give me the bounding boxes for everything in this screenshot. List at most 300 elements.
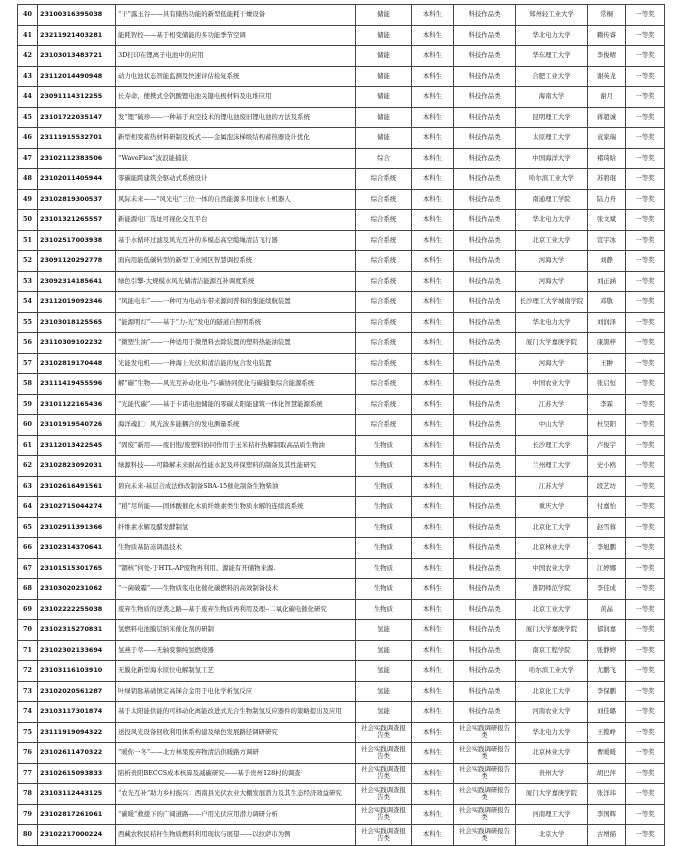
prize-level-cell: 一等奖 (626, 722, 665, 743)
category-cell: 生物质 (356, 476, 412, 497)
education-level-cell: 本科生 (412, 312, 454, 333)
work-type-cell: 科技作品类 (454, 517, 516, 538)
prize-level-cell: 一等奖 (626, 374, 665, 395)
project-title-cell: 3D打印在锂离子电池中的应用 (116, 46, 356, 67)
row-number-cell: 74 (18, 702, 38, 723)
prize-level-cell: 一等奖 (626, 353, 665, 374)
category-cell: 综合系统 (356, 312, 412, 333)
education-level-cell: 本科生 (412, 517, 454, 538)
school-name-cell: 河南理工大学 (516, 804, 588, 825)
work-type-cell: 社会实践调研报告类 (454, 804, 516, 825)
prize-level-cell: 一等奖 (626, 599, 665, 620)
work-type-cell: 科技作品类 (454, 210, 516, 231)
work-type-cell: 社会实践调研报告类 (454, 784, 516, 805)
work-type-cell: 科技作品类 (454, 599, 516, 620)
work-type-cell: 科技作品类 (454, 497, 516, 518)
table-row (18, 394, 665, 415)
row-number-cell: 60 (18, 415, 38, 436)
work-type-cell: 科技作品类 (454, 5, 516, 26)
school-name-cell: 北京林业大学 (516, 538, 588, 559)
row-number-cell: 62 (18, 456, 38, 477)
project-title-cell: 海洋魂汇：风光波多能耦合的发电测量系统 (116, 415, 356, 436)
table-row (18, 681, 665, 702)
row-number-cell: 76 (18, 743, 38, 764)
leader-name-cell: 段艺坊 (588, 476, 626, 497)
project-title-cell: 绿源科技——可降解未来耐高性能水泥及环保塑料的制备及其性能研究 (116, 456, 356, 477)
row-number-cell: 68 (18, 579, 38, 600)
category-cell: 储能 (356, 107, 412, 128)
row-number-cell: 73 (18, 681, 38, 702)
table-row (18, 46, 665, 67)
category-cell: 生物质 (356, 497, 412, 518)
school-name-cell: 北京化工大学 (516, 681, 588, 702)
project-id-cell: 23092314185641 (38, 271, 116, 292)
project-id-cell: 23102112383506 (38, 148, 116, 169)
work-type-cell: 科技作品类 (454, 456, 516, 477)
prize-level-cell: 一等奖 (626, 107, 665, 128)
project-title-cell: 动力电池状态智能监测及快速评估检复系统 (116, 66, 356, 87)
school-name-cell: 华北电力大学 (516, 210, 588, 231)
education-level-cell: 本科生 (412, 128, 454, 149)
row-number-cell: 72 (18, 661, 38, 682)
row-number-cell: 47 (18, 148, 38, 169)
category-cell: 生物质 (356, 435, 412, 456)
work-type-cell: 科技作品类 (454, 394, 516, 415)
project-title-cell: 新能源电厂选址可视化交互平台 (116, 210, 356, 231)
project-title-cell: 新型相变蓄热材料研制及板式——金属泡沫梯级结构蓄热器设计优化 (116, 128, 356, 149)
project-title-cell: 氢燃料电池膜层纳米催化剂的研制 (116, 620, 356, 641)
work-type-cell: 科技作品类 (454, 87, 516, 108)
school-name-cell: 厦门大学嘉庚学院 (516, 620, 588, 641)
table-row (18, 517, 665, 538)
education-level-cell: 本科生 (412, 825, 454, 846)
leader-name-cell: 陆力舟 (588, 189, 626, 210)
row-number-cell: 67 (18, 558, 38, 579)
leader-name-cell: 刘静 (588, 251, 626, 272)
category-cell: 综合系统 (356, 353, 412, 374)
leader-name-cell: 谢月 (588, 87, 626, 108)
row-number-cell: 50 (18, 210, 38, 231)
project-id-cell: 23102611470322 (38, 743, 116, 764)
project-title-cell: 叶绿钥匙基础镇定高锑合金用于电化学析氢反应 (116, 681, 356, 702)
table-row (18, 128, 665, 149)
category-cell: 综合系统 (356, 394, 412, 415)
leader-name-cell: 张文斌 (588, 210, 626, 231)
work-type-cell: 科技作品类 (454, 640, 516, 661)
category-cell: 氢能 (356, 620, 412, 641)
row-number-cell: 63 (18, 476, 38, 497)
project-title-cell: “风能电车”——一种可为电动车带来源间普和的集能续航装置 (116, 292, 356, 313)
category-cell: 储能 (356, 87, 412, 108)
leader-name-cell: 李俊晴 (588, 46, 626, 67)
leader-name-cell: 付嘉怡 (588, 497, 626, 518)
school-name-cell: 北京大学 (516, 825, 588, 846)
row-number-cell: 71 (18, 640, 38, 661)
row-number-cell: 58 (18, 374, 38, 395)
school-name-cell: 厦门大学嘉庚学院 (516, 784, 588, 805)
prize-level-cell: 一等奖 (626, 210, 665, 231)
leader-name-cell: 李国辉 (588, 804, 626, 825)
leader-name-cell: 王揽峥 (588, 722, 626, 743)
prize-level-cell: 一等奖 (626, 620, 665, 641)
work-type-cell: 科技作品类 (454, 312, 516, 333)
category-cell: 综合系统 (356, 271, 412, 292)
education-level-cell: 本科生 (412, 292, 454, 313)
table-row (18, 374, 665, 395)
category-cell: 生物质 (356, 517, 412, 538)
project-title-cell: 基于太阳能供能的可移动化离能改进式光合生物制氢反应器件的策略提出及应用 (116, 702, 356, 723)
work-type-cell: 科技作品类 (454, 681, 516, 702)
education-level-cell: 本科生 (412, 148, 454, 169)
category-cell: 生物质 (356, 456, 412, 477)
table-row (18, 538, 665, 559)
leader-name-cell: 杜昊阳 (588, 415, 626, 436)
school-name-cell: 北京林业大学 (516, 743, 588, 764)
education-level-cell: 本科生 (412, 640, 454, 661)
category-cell: 储能 (356, 25, 412, 46)
project-id-cell: 23102615093833 (38, 763, 116, 784)
row-number-cell: 57 (18, 353, 38, 374)
prize-level-cell: 一等奖 (626, 169, 665, 190)
education-level-cell: 本科生 (412, 107, 454, 128)
education-level-cell: 本科生 (412, 353, 454, 374)
prize-level-cell: 一等奖 (626, 271, 665, 292)
table-row (18, 230, 665, 251)
school-name-cell: 北京化工大学 (516, 517, 588, 538)
awards-table-body (18, 5, 665, 846)
project-title-cell: “锢核”何处-于HTL-AP废物再利用、源能有开储物来源. (116, 558, 356, 579)
work-type-cell: 社会实践调研报告类 (454, 763, 516, 784)
school-name-cell: 中国海洋大学 (516, 148, 588, 169)
table-row (18, 804, 665, 825)
awards-table (17, 4, 665, 846)
category-cell: 综合系统 (356, 230, 412, 251)
awards-table-container (17, 4, 665, 846)
project-id-cell: 23103018125565 (38, 312, 116, 333)
leader-name-cell: 蒋超诚 (588, 107, 626, 128)
prize-level-cell: 一等奖 (626, 415, 665, 436)
prize-level-cell: 一等奖 (626, 763, 665, 784)
leader-name-cell: 黄晶 (588, 599, 626, 620)
leader-name-cell: 李旭鹏 (588, 538, 626, 559)
project-title-cell: “稻”尽所能——固体酸催化木质纤维素类生物质水解的连续流系统 (116, 497, 356, 518)
prize-level-cell: 一等奖 (626, 517, 665, 538)
row-number-cell: 40 (18, 5, 38, 26)
work-type-cell: 科技作品类 (454, 25, 516, 46)
project-id-cell: 23102217000224 (38, 825, 116, 846)
project-title-cell: “干”露玉谷——具有储热功能的新型低能耗干燥设备 (116, 5, 356, 26)
project-title-cell: 风际未来——“风光电”三位一体的自然能源多用途水上机器人 (116, 189, 356, 210)
school-name-cell: 兰州理工大学 (516, 456, 588, 477)
project-id-cell: 23111919094322 (38, 722, 116, 743)
work-type-cell: 科技作品类 (454, 271, 516, 292)
prize-level-cell: 一等奖 (626, 784, 665, 805)
project-title-cell: “微塑生油”——一种适用于微塑料去除装置的塑料热能油装置 (116, 333, 356, 354)
education-level-cell: 本科生 (412, 538, 454, 559)
category-cell: 综合系统 (356, 210, 412, 231)
school-name-cell: 南京工程学院 (516, 640, 588, 661)
education-level-cell: 本科生 (412, 743, 454, 764)
project-id-cell: 23102715044274 (38, 497, 116, 518)
category-cell: 综合系统 (356, 251, 412, 272)
prize-level-cell: 一等奖 (626, 640, 665, 661)
project-id-cell: 23102302133694 (38, 640, 116, 661)
education-level-cell: 本科生 (412, 374, 454, 395)
project-id-cell: 23102819300537 (38, 189, 116, 210)
education-level-cell: 本科生 (412, 558, 454, 579)
education-level-cell: 本科生 (412, 333, 454, 354)
project-id-cell: 23112013422545 (38, 435, 116, 456)
prize-level-cell: 一等奖 (626, 743, 665, 764)
education-level-cell: 本科生 (412, 394, 454, 415)
table-row (18, 702, 665, 723)
work-type-cell: 科技作品类 (454, 251, 516, 272)
project-id-cell: 23102011405944 (38, 169, 116, 190)
category-cell: 氢能 (356, 661, 412, 682)
education-level-cell: 本科生 (412, 66, 454, 87)
education-level-cell: 本科生 (412, 497, 454, 518)
category-cell: 综合系统 (356, 374, 412, 395)
row-number-cell: 43 (18, 66, 38, 87)
leader-name-cell: 曹暖暖 (588, 743, 626, 764)
prize-level-cell: 一等奖 (626, 702, 665, 723)
prize-level-cell: 一等奖 (626, 681, 665, 702)
row-number-cell: 44 (18, 87, 38, 108)
prize-level-cell: 一等奖 (626, 804, 665, 825)
school-name-cell: 长沙理工大学 (516, 435, 588, 456)
project-id-cell: 23102315270831 (38, 620, 116, 641)
work-type-cell: 科技作品类 (454, 46, 516, 67)
table-row (18, 5, 665, 26)
prize-level-cell: 一等奖 (626, 435, 665, 456)
education-level-cell: 本科生 (412, 230, 454, 251)
prize-level-cell: 一等奖 (626, 292, 665, 313)
work-type-cell: 科技作品类 (454, 661, 516, 682)
row-number-cell: 46 (18, 128, 38, 149)
work-type-cell: 科技作品类 (454, 66, 516, 87)
table-row (18, 763, 665, 784)
row-number-cell: 77 (18, 763, 38, 784)
project-title-cell: “固废”新用——废旧饱/废塑料协同作用于玉米秸秆热解制取高品质生物油 (116, 435, 356, 456)
category-cell: 社会实践调查报告类 (356, 743, 412, 764)
table-row (18, 107, 665, 128)
project-id-cell: 23102020561287 (38, 681, 116, 702)
project-title-cell: 废弃生物质的逆袭之路—基于废弃生物质再利用及理--二氧化碳电催化研究 (116, 599, 356, 620)
education-level-cell: 本科生 (412, 189, 454, 210)
table-row (18, 312, 665, 333)
project-title-cell: 光能发电机——一种海上光伏和清洁能的复合发电装置 (116, 353, 356, 374)
project-id-cell: 23103020231062 (38, 579, 116, 600)
category-cell: 储能 (356, 46, 412, 67)
school-name-cell: 郑州轻工业大学 (516, 5, 588, 26)
project-id-cell: 23103117301874 (38, 702, 116, 723)
row-number-cell: 61 (18, 435, 38, 456)
prize-level-cell: 一等奖 (626, 148, 665, 169)
education-level-cell: 本科生 (412, 25, 454, 46)
prize-level-cell: 一等奖 (626, 5, 665, 26)
category-cell: 综合系统 (356, 169, 412, 190)
education-level-cell: 本科生 (412, 251, 454, 272)
row-number-cell: 78 (18, 784, 38, 805)
leader-name-cell: 褚琦晗 (588, 148, 626, 169)
project-title-cell: 西藏农牧民秸秆生物质燃料利用现状与展望——以拉萨市为例 (116, 825, 356, 846)
project-title-cell: “光能代碳”——基于卡诺电池储能的零碳太阳能建筑一体化智慧能源系统 (116, 394, 356, 415)
project-id-cell: 23102817261061 (38, 804, 116, 825)
school-name-cell: 江苏大学 (516, 476, 588, 497)
education-level-cell: 本科生 (412, 661, 454, 682)
row-number-cell: 42 (18, 46, 38, 67)
project-id-cell: 23102819170448 (38, 353, 116, 374)
prize-level-cell: 一等奖 (626, 128, 665, 149)
category-cell: 社会实践调查报告类 (356, 784, 412, 805)
project-id-cell: 23101321265557 (38, 210, 116, 231)
school-name-cell: 华东理工大学 (516, 46, 588, 67)
table-row (18, 640, 665, 661)
leader-name-cell: 苏碧琨 (588, 169, 626, 190)
prize-level-cell: 一等奖 (626, 87, 665, 108)
education-level-cell: 本科生 (412, 784, 454, 805)
school-name-cell: 华北电力大学 (516, 312, 588, 333)
project-id-cell: 23112014490948 (38, 66, 116, 87)
category-cell: 生物质 (356, 579, 412, 600)
project-title-cell: 无膜化新型海水原位电解制氢工艺 (116, 661, 356, 682)
education-level-cell: 本科生 (412, 702, 454, 723)
school-name-cell: 河海大学 (516, 251, 588, 272)
prize-level-cell: 一等奖 (626, 538, 665, 559)
education-level-cell: 本科生 (412, 456, 454, 477)
school-name-cell: 贵州大学 (516, 763, 588, 784)
education-level-cell: 本科生 (412, 5, 454, 26)
prize-level-cell: 一等奖 (626, 25, 665, 46)
school-name-cell: 昆明理工大学 (516, 107, 588, 128)
category-cell: 氢能 (356, 640, 412, 661)
category-cell: 氢能 (356, 702, 412, 723)
project-title-cell: 送投风光设备回收利用体系构建及绿色发展路径调研研究 (116, 722, 356, 743)
project-id-cell: 23102911391366 (38, 517, 116, 538)
table-row (18, 333, 665, 354)
leader-name-cell: 王翀 (588, 353, 626, 374)
table-row (18, 476, 665, 497)
leader-name-cell: 张洋玮 (588, 784, 626, 805)
school-name-cell: 河南农业大学 (516, 702, 588, 723)
project-id-cell: 23101919540726 (38, 415, 116, 436)
row-number-cell: 70 (18, 620, 38, 641)
leader-name-cell: 刘正涵 (588, 271, 626, 292)
category-cell: 综合系统 (356, 292, 412, 313)
row-number-cell: 65 (18, 517, 38, 538)
row-number-cell: 45 (18, 107, 38, 128)
table-row (18, 497, 665, 518)
project-title-cell: 零碳能跨建筑全驱动式系统设计 (116, 169, 356, 190)
school-name-cell: 河海大学 (516, 353, 588, 374)
table-row (18, 148, 665, 169)
leader-name-cell: 郁润嘉 (588, 620, 626, 641)
project-title-cell: “碳暖”救援下的广阔道路——户用光伏应用潜力调研分析 (116, 804, 356, 825)
row-number-cell: 59 (18, 394, 38, 415)
school-name-cell: 厦门大学嘉庚学院 (516, 333, 588, 354)
table-row (18, 210, 665, 231)
education-level-cell: 本科生 (412, 804, 454, 825)
school-name-cell: 中国农业大学 (516, 558, 588, 579)
work-type-cell: 科技作品类 (454, 579, 516, 600)
category-cell: 综合系统 (356, 189, 412, 210)
education-level-cell: 本科生 (412, 169, 454, 190)
education-level-cell: 本科生 (412, 681, 454, 702)
project-id-cell: 23091114312255 (38, 87, 116, 108)
project-title-cell: 面向用能低碳转型的新型工业园区智慧调控系统 (116, 251, 356, 272)
project-id-cell: 23110309102232 (38, 333, 116, 354)
school-name-cell: 河海大学 (516, 271, 588, 292)
table-row (18, 784, 665, 805)
work-type-cell: 科技作品类 (454, 476, 516, 497)
table-row (18, 87, 665, 108)
row-number-cell: 41 (18, 25, 38, 46)
table-row (18, 743, 665, 764)
leader-name-cell: 谢英龙 (588, 66, 626, 87)
row-number-cell: 80 (18, 825, 38, 846)
project-id-cell: 23103116103910 (38, 661, 116, 682)
education-level-cell: 本科生 (412, 722, 454, 743)
leader-name-cell: 史小鸥 (588, 456, 626, 477)
project-title-cell: 基于水循环过滤及风光互补的多模态高空缆绳清洁飞行器 (116, 230, 356, 251)
school-name-cell: 中山大学 (516, 415, 588, 436)
leader-name-cell: 宣宇冰 (588, 230, 626, 251)
project-title-cell: “一菌破霾”——生物质浆电化催化碳燃料的高效制备技术 (116, 579, 356, 600)
school-name-cell: 合肥工业大学 (516, 66, 588, 87)
row-number-cell: 75 (18, 722, 38, 743)
table-row (18, 456, 665, 477)
category-cell: 综合 (356, 148, 412, 169)
row-number-cell: 49 (18, 189, 38, 210)
project-title-cell: 纤维素水解及醋发酵制氢 (116, 517, 356, 538)
leader-name-cell: 江婷娜 (588, 558, 626, 579)
prize-level-cell: 一等奖 (626, 333, 665, 354)
project-title-cell: 陷析贵阳BECCS成本核算及减碳研究——基于贵州128村的调查 (116, 763, 356, 784)
prize-level-cell: 一等奖 (626, 394, 665, 415)
school-name-cell: 重庆大学 (516, 497, 588, 518)
project-id-cell: 23111419455596 (38, 374, 116, 395)
row-number-cell: 54 (18, 292, 38, 313)
work-type-cell: 科技作品类 (454, 353, 516, 374)
prize-level-cell: 一等奖 (626, 476, 665, 497)
project-title-cell: 发“锂”破珍——一种基于真空技术的锂电池废旧锂电池的方法及系统 (116, 107, 356, 128)
leader-name-cell: 邓敬 (588, 292, 626, 313)
work-type-cell: 科技作品类 (454, 292, 516, 313)
education-level-cell: 本科生 (412, 210, 454, 231)
education-level-cell: 本科生 (412, 579, 454, 600)
project-id-cell: 23101515301765 (38, 558, 116, 579)
leader-name-cell: 常桐 (588, 5, 626, 26)
leader-name-cell: 尤鹏飞 (588, 661, 626, 682)
leader-name-cell: 袁家瑞 (588, 128, 626, 149)
work-type-cell: 科技作品类 (454, 558, 516, 579)
school-name-cell: 海南大学 (516, 87, 588, 108)
prize-level-cell: 一等奖 (626, 189, 665, 210)
table-row (18, 722, 665, 743)
prize-level-cell: 一等奖 (626, 312, 665, 333)
project-id-cell: 23103013483721 (38, 46, 116, 67)
project-id-cell: 23102222255038 (38, 599, 116, 620)
category-cell: 社会实践调查报告类 (356, 804, 412, 825)
prize-level-cell: 一等奖 (626, 579, 665, 600)
leader-name-cell: 李佳成 (588, 579, 626, 600)
prize-level-cell: 一等奖 (626, 456, 665, 477)
row-number-cell: 56 (18, 333, 38, 354)
table-row (18, 415, 665, 436)
school-name-cell: 北京工业大学 (516, 230, 588, 251)
table-row (18, 25, 665, 46)
category-cell: 综合系统 (356, 333, 412, 354)
